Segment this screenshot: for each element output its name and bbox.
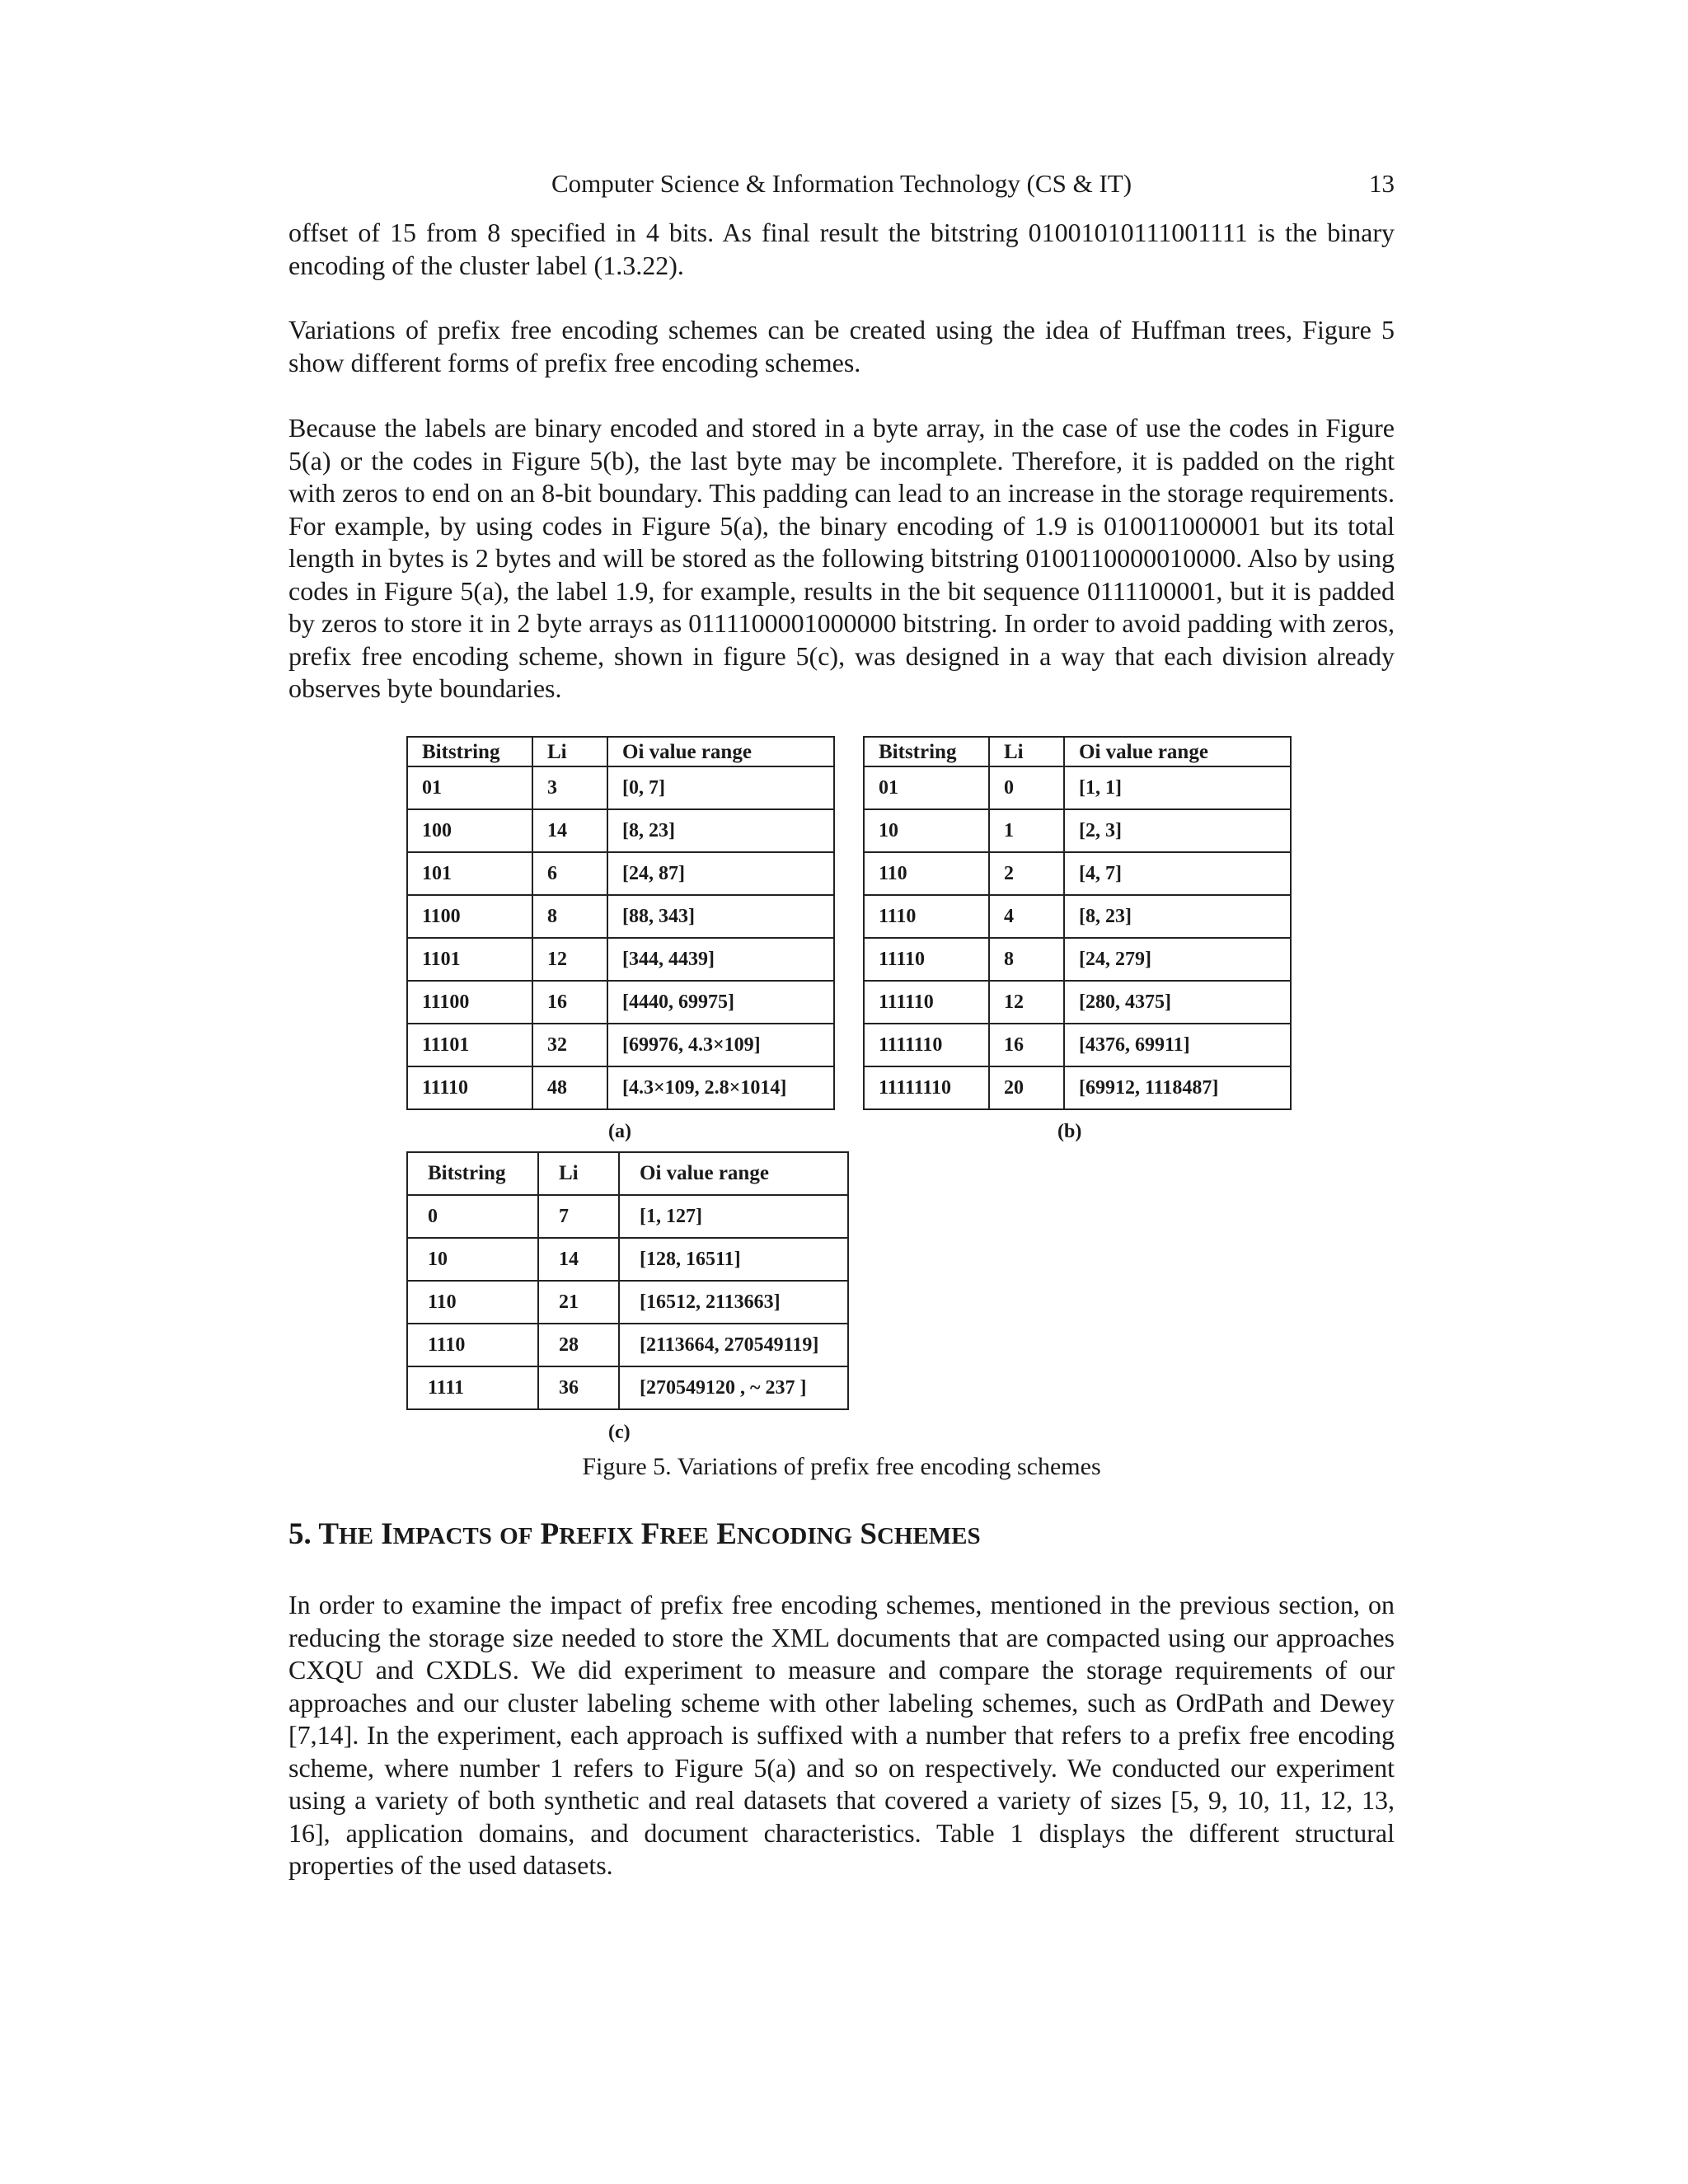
table-row	[407, 1324, 848, 1366]
column-header: Oi value range	[1064, 737, 1291, 766]
table-cell: 10	[407, 1238, 538, 1281]
table-row	[864, 1024, 1291, 1066]
table-cell: [270549120 , ~ 237 ]	[619, 1366, 848, 1409]
table-cell: 16	[532, 981, 607, 1024]
table-cell: 32	[532, 1024, 607, 1066]
table-cell: 7	[538, 1195, 619, 1238]
table-cell: 111110	[864, 981, 989, 1024]
table-row	[407, 1281, 848, 1324]
section-number: 5.	[288, 1517, 312, 1551]
table-row	[864, 895, 1291, 938]
table-cell: 14	[532, 809, 607, 852]
journal-title: Computer Science & Information Technology (CS & IT)	[551, 169, 1132, 198]
table-cell: 101	[407, 852, 532, 895]
table-cell: [280, 4375]	[1064, 981, 1291, 1024]
table-cell: 11101	[407, 1024, 532, 1066]
running-header	[288, 169, 1395, 205]
paragraph-3: Because the labels are binary encoded and stored in a byte array, in the case of use the codes in Figure 5(a) or the codes in Figure 5(b), the last byte may be incomplete. Therefore, it is padded on the right with zeros to end on an 8-bit boundary. This padding can lead to an increase in the storage requirements. For example, by using codes in Figure 5(a), the binary encoding of 1.9 is 010011000001 but its total length in bytes is 2 bytes and will be stored as the following bitstring 0100110000010000. Also by using codes in Figure 5(a), the label 1.9, for example, results in the bit sequence 0111100001, but it is padded by zeros to store it in 2 byte arrays as 0111100001000000 bitstring. In order to avoid padding with zeros, prefix free encoding scheme, shown in figure 5(c), was designed in a way that each division already observes byte boundaries.	[288, 413, 1395, 703]
table-cell: 10	[864, 809, 989, 852]
table-row	[407, 895, 834, 938]
table-row	[407, 1066, 834, 1109]
table-cell: 110	[864, 852, 989, 895]
section-heading	[288, 1516, 981, 1552]
paragraph-2: Variations of prefix free encoding schemes can be created using the idea of Huffman trees, Figure 5 show different forms of prefix free encoding schemes.	[288, 315, 1395, 377]
table-cell: 36	[538, 1366, 619, 1409]
table-cell: 11111110	[864, 1066, 989, 1109]
table-header-row	[407, 1152, 848, 1195]
column-header: Bitstring	[864, 737, 989, 766]
table-cell: 20	[989, 1066, 1064, 1109]
table-row	[407, 809, 834, 852]
table-cell: 0	[407, 1195, 538, 1238]
table-cell: [4440, 69975]	[607, 981, 834, 1024]
table-cell: 8	[989, 938, 1064, 981]
table-header-row	[864, 737, 1291, 766]
table-cell: [69912, 1118487]	[1064, 1066, 1291, 1109]
column-header: Li	[538, 1152, 619, 1195]
table-row	[407, 766, 834, 809]
table-cell: 28	[538, 1324, 619, 1366]
table-cell: [2, 3]	[1064, 809, 1291, 852]
table-cell: [344, 4439]	[607, 938, 834, 981]
table-cell: 14	[538, 1238, 619, 1281]
table-cell: 8	[532, 895, 607, 938]
table-row	[864, 852, 1291, 895]
table-cell: 11110	[864, 938, 989, 981]
table-cell: 48	[532, 1066, 607, 1109]
table-cell: 01	[864, 766, 989, 809]
table-cell: [1, 127]	[619, 1195, 848, 1238]
column-header: Bitstring	[407, 737, 532, 766]
table-row	[407, 1366, 848, 1409]
paragraph-1: offset of 15 from 8 specified in 4 bits. As final result the bitstring 01001010111001111 is the binary encoding of the cluster label (1.3.22).	[288, 218, 1395, 280]
table-c-label: (c)	[608, 1422, 631, 1443]
table-cell: 16	[989, 1024, 1064, 1066]
column-header: Oi value range	[619, 1152, 848, 1195]
table-header-row	[407, 737, 834, 766]
figure-caption: Figure 5. Variations of prefix free encoding schemes	[582, 1453, 1101, 1480]
table-cell: [2113664, 270549119]	[619, 1324, 848, 1366]
table-cell: 1110	[864, 895, 989, 938]
column-header: Oi value range	[607, 737, 834, 766]
table-row	[864, 809, 1291, 852]
table-cell: 1111110	[864, 1024, 989, 1066]
column-header: Li	[989, 737, 1064, 766]
table-row	[407, 938, 834, 981]
table-cell: 12	[532, 938, 607, 981]
page-number: 13	[1369, 169, 1395, 198]
column-header: Li	[532, 737, 607, 766]
table-cell: [16512, 2113663]	[619, 1281, 848, 1324]
table-row	[864, 981, 1291, 1024]
column-header: Bitstring	[407, 1152, 538, 1195]
table-cell: [0, 7]	[607, 766, 834, 809]
table-cell: 1111	[407, 1366, 538, 1409]
table-cell: 1110	[407, 1324, 538, 1366]
table-cell: [8, 23]	[607, 809, 834, 852]
table-cell: [24, 87]	[607, 852, 834, 895]
table-row	[407, 1024, 834, 1066]
table-row	[407, 981, 834, 1024]
table-cell: [24, 279]	[1064, 938, 1291, 981]
section-title: THE IMPACTS OF PREFIX FREE ENCODING SCHEMES	[318, 1517, 981, 1551]
table-row	[864, 1066, 1291, 1109]
table-cell: 110	[407, 1281, 538, 1324]
encoding-table-c	[406, 1151, 849, 1410]
encoding-table-a	[406, 736, 835, 1110]
table-cell: 01	[407, 766, 532, 809]
table-cell: [69976, 4.3×109]	[607, 1024, 834, 1066]
table-cell: 4	[989, 895, 1064, 938]
table-cell: 21	[538, 1281, 619, 1324]
table-cell: 0	[989, 766, 1064, 809]
table-row	[407, 1195, 848, 1238]
table-row	[407, 1238, 848, 1281]
table-cell: [4, 7]	[1064, 852, 1291, 895]
table-cell: [4.3×109, 2.8×1014]	[607, 1066, 834, 1109]
encoding-table-b	[863, 736, 1292, 1110]
table-cell: [1, 1]	[1064, 766, 1291, 809]
table-cell: 6	[532, 852, 607, 895]
table-cell: 1101	[407, 938, 532, 981]
table-cell: 100	[407, 809, 532, 852]
table-cell: 12	[989, 981, 1064, 1024]
table-cell: [4376, 69911]	[1064, 1024, 1291, 1066]
table-cell: 2	[989, 852, 1064, 895]
table-cell: 11100	[407, 981, 532, 1024]
section-body: In order to examine the impact of prefix free encoding schemes, mentioned in the previous section, on reducing the storage size needed to store the XML documents that are compacted using our approaches CXQU and CXDLS. We did experiment to measure and compare the storage requirements of our approaches and our cluster labeling scheme with other labeling schemes, such as OrdPath and Dewey [7,14]. In the experiment, each approach is suffixed with a number that refers to a prefix free encoding scheme, where number 1 refers to Figure 5(a) and so on respectively. We conducted our experiment using a variety of both synthetic and real datasets that covered a variety of sizes [5, 9, 10, 11, 12, 13, 16], application domains, and document characteristics. Table 1 displays the different structural properties of the used datasets.	[288, 1590, 1395, 1880]
table-cell: [88, 343]	[607, 895, 834, 938]
table-cell: 11110	[407, 1066, 532, 1109]
table-a-label: (a)	[608, 1121, 631, 1142]
table-row	[407, 852, 834, 895]
table-cell: 1100	[407, 895, 532, 938]
table-b-label: (b)	[1057, 1121, 1082, 1142]
table-row	[864, 766, 1291, 809]
table-cell: [8, 23]	[1064, 895, 1291, 938]
table-row	[864, 938, 1291, 981]
table-cell: 3	[532, 766, 607, 809]
table-cell: [128, 16511]	[619, 1238, 848, 1281]
table-cell: 1	[989, 809, 1064, 852]
